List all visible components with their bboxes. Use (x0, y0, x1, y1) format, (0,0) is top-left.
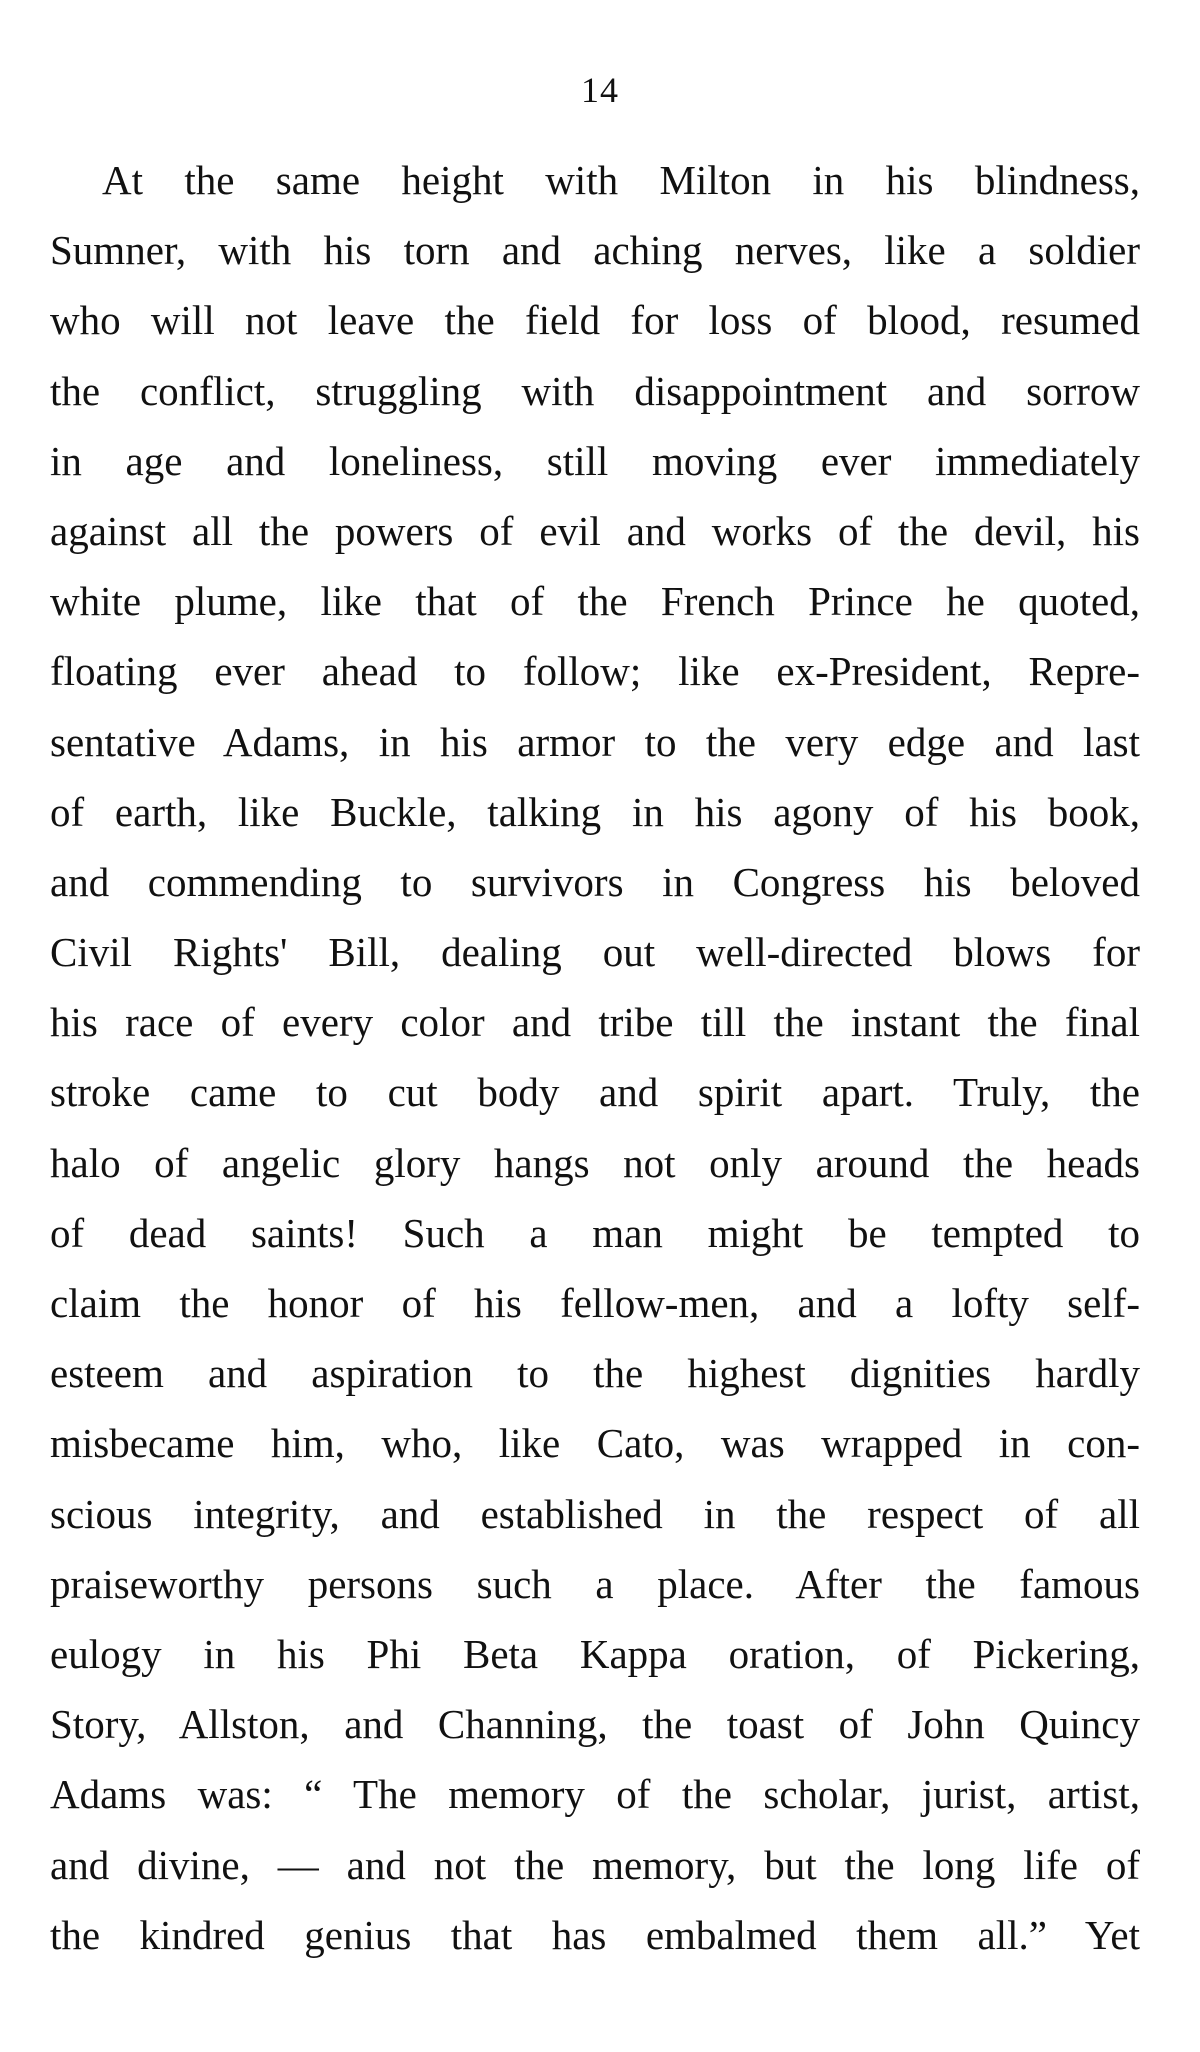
text-line: esteem and aspiration to the highest dignities hardly (50, 1350, 1140, 1397)
text-line: and commending to survivors in Congress his beloved (50, 858, 1140, 905)
text-line: against all the powers of evil and works of the devil, his (50, 507, 1140, 554)
text-line: claim the honor of his fellow-men, and a lofty self- (50, 1280, 1140, 1326)
text-line: Civil Rights' Bill, dealing out well-directed blows for (50, 929, 1140, 976)
text-line: At the same height with Milton in his blindness, (102, 157, 1140, 203)
text-line: the kindred genius that has embalmed them all.” Yet (50, 1911, 1140, 1958)
body-text (50, 145, 1140, 1970)
text-line: eulogy in his Phi Beta Kappa oration, of Pickering, (50, 1630, 1140, 1677)
text-line: praiseworthy persons such a place. After the famous (50, 1560, 1140, 1607)
text-line: of earth, like Buckle, talking in his agony of his book, (50, 788, 1140, 835)
text-line: halo of angelic glory hangs not only around the heads (50, 1139, 1140, 1186)
text-line: Sumner, with his torn and aching nerves, like a soldier (50, 227, 1140, 274)
text-line: sentative Adams, in his armor to the very edge and last (50, 718, 1140, 765)
text-line: floating ever ahead to follow; like ex-President, Repre- (50, 648, 1140, 695)
text-line: who will not leave the field for loss of blood, resumed (50, 297, 1140, 344)
text-line: his race of every color and tribe till the instant the final (50, 999, 1140, 1046)
text-line: the conflict, struggling with disappointment and sorrow (50, 367, 1140, 414)
text-line: and divine, — and not the memory, but the long life of (50, 1841, 1140, 1888)
text-line: misbecame him, who, like Cato, was wrapped in con- (50, 1420, 1140, 1467)
text-line: Adams was: “ The memory of the scholar, jurist, artist, (50, 1771, 1140, 1818)
text-line: scious integrity, and established in the respect of all (50, 1490, 1140, 1537)
text-line: white plume, like that of the French Prince he quoted, (50, 578, 1140, 625)
text-line: Story, Allston, and Channing, the toast of John Quincy (50, 1701, 1140, 1748)
text-line: stroke came to cut body and spirit apart. Truly, the (50, 1069, 1140, 1116)
text-line: in age and loneliness, still moving ever immediately (50, 437, 1140, 484)
page-number: 14 (581, 70, 619, 110)
text-line: of dead saints! Such a man might be tempted to (50, 1209, 1140, 1256)
